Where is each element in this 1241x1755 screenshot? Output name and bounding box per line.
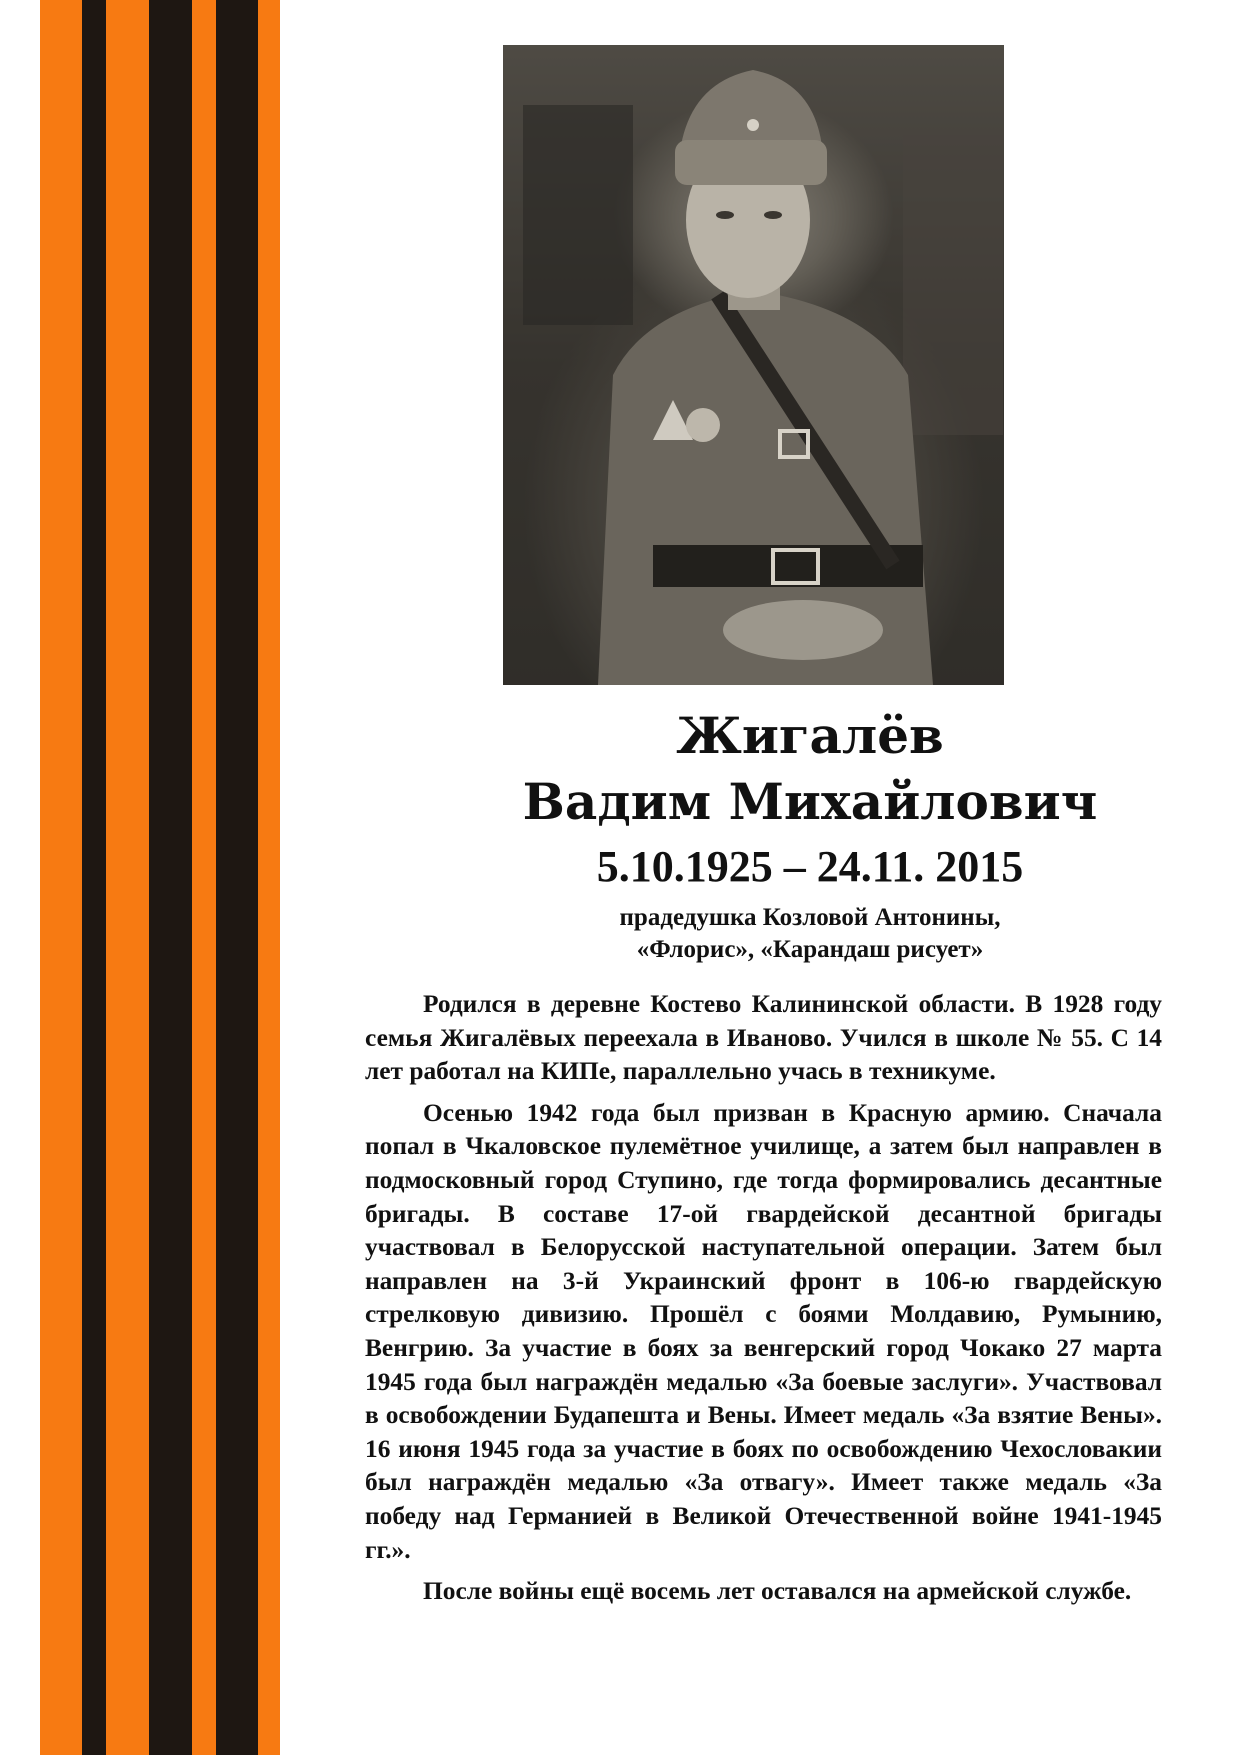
ribbon-stripe-orange — [106, 0, 149, 1755]
portrait-photo — [503, 45, 1004, 685]
biography-paragraph: Осенью 1942 года был призван в Красную армию. Сначала попал в Чкаловское пулемётное училище, а затем был направлен в подмосковный город Ступино, где тогда формировались десантные бригады. В составе 17-ой гвардейской десантной бригады участвовал в Белорусской наступательной операции. Затем был направлен на 3-й Украинский фронт в 106-ю гвардейскую стрелковую дивизию. Прошёл с боями Молдавию, Румынию, Венгрию. За участие в боях за венгерский город Чокако 27 марта 1945 года был награждён медалью «За боевые заслуги». Участвовал в освобождении Будапешта и Вены. Имеет медаль «За взятие Вены». 16 июня 1945 года за участие в боях по освобождению Чехословакии был награждён медалью «За отвагу». Имеет также медаль «За победу над Германией в Великой Отечественной войне 1941-1945 гг.». — [365, 1098, 1162, 1564]
ribbon-stripe-black — [149, 0, 192, 1755]
ribbon-stripe-orange — [258, 0, 280, 1755]
ribbon-stripe-black — [82, 0, 106, 1755]
biography-paragraph: Родился в деревне Костево Калининской области. В 1928 году семья Жигалёвых переехала в Иваново. Учился в школе № 55. С 14 лет работал на КИПе, параллельно учась в техникуме. — [365, 990, 1162, 1086]
biography-paragraph: После войны ещё восемь лет оставался на армейской службе. — [423, 1577, 1132, 1606]
relation-line-2: «Флорис», «Карандаш рисует» — [636, 936, 984, 963]
st-george-ribbon — [40, 0, 280, 1755]
biography — [365, 988, 1162, 1617]
relation-line-1: прадедушка Козловой Антонины, — [619, 904, 1001, 931]
life-dates: 5.10.1925 – 24.11. 2015 — [596, 842, 1024, 891]
given-names: Вадим Михайлович — [522, 772, 1098, 831]
ribbon-stripe-orange — [40, 0, 82, 1755]
ribbon-stripe-orange — [192, 0, 216, 1755]
ribbon-stripe-black — [216, 0, 258, 1755]
portrait-illustration — [503, 45, 1004, 685]
surname: Жигалёв — [676, 706, 944, 765]
